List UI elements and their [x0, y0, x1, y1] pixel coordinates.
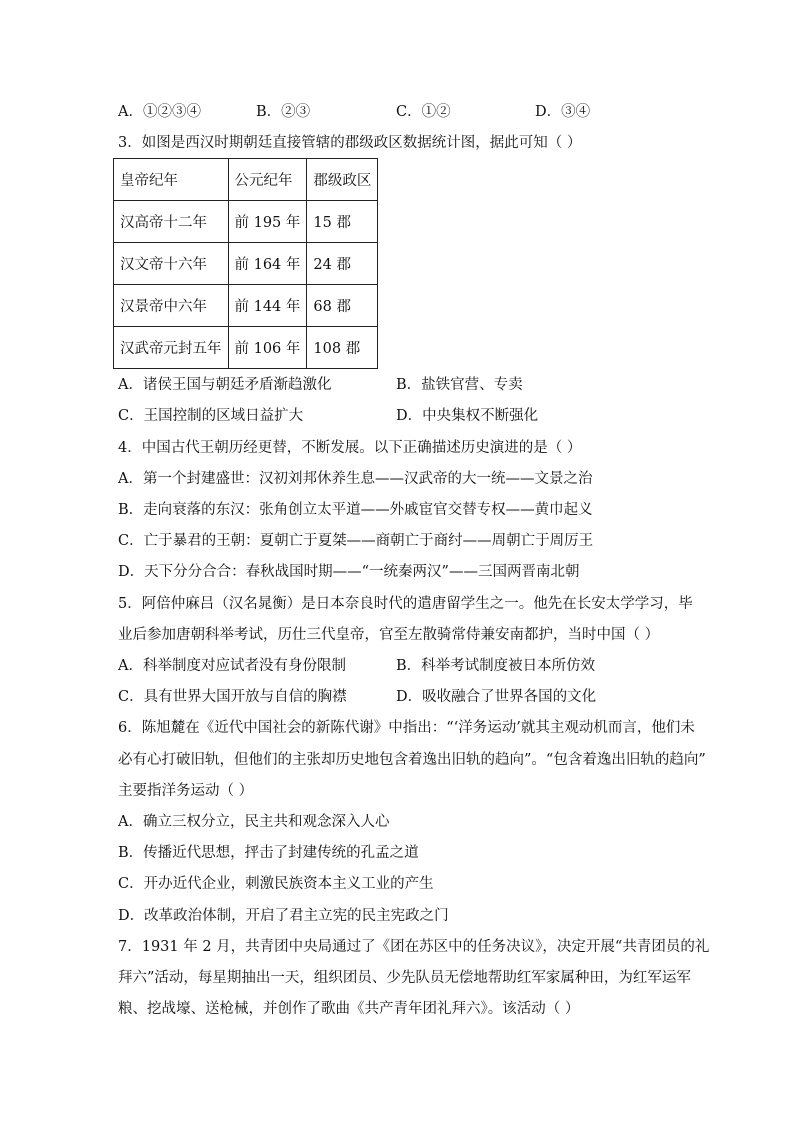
q6-stem-line-1: 6．陈旭麓在《近代中国社会的新陈代谢》中指出：“‘洋务运动’就其主观动机而言，他们未 [118, 720, 695, 736]
q7-stem-line-3: 粮、挖战壕、送枪械，并创作了歌曲《共产青年团礼拜六》。该活动（ ） [118, 1001, 580, 1017]
table-cell: 24 郡 [307, 243, 378, 285]
table-row [114, 243, 378, 285]
table-cell: 汉文帝十六年 [114, 243, 229, 285]
q3-stem: 3．如图是西汉时期朝廷直接管辖的郡级政区数据统计图，据此可知（ ） [118, 135, 582, 151]
table-cell: 汉景帝中六年 [114, 285, 229, 327]
q2-option-c: C．①② [396, 104, 451, 120]
q3-option-c: C．王国控制的区域日益扩大 [118, 408, 304, 424]
table-header-cell: 皇帝纪年 [114, 159, 229, 201]
q6-option-c: C．开办近代企业，刺激民族资本主义工业的产生 [118, 876, 434, 892]
q5-option-a: A．科举制度对应试者没有身份限制 [118, 658, 346, 674]
table-cell: 68 郡 [307, 285, 378, 327]
q3-table [113, 158, 378, 369]
q6-option-d: D．改革政治体制，开启了君主立宪的民主宪政之门 [118, 908, 449, 924]
q6-stem-line-2: 必有心打破旧轨，但他们的主张却历史地包含着逸出旧轨的趋向”。“包含着逸出旧轨的趋向” [118, 752, 706, 768]
table-cell: 前 195 年 [228, 201, 307, 243]
table-cell: 汉武帝元封五年 [114, 327, 229, 369]
q6-option-b: B．传播近代思想，抨击了封建传统的孔孟之道 [118, 845, 419, 861]
table-header-cell: 公元纪年 [228, 159, 307, 201]
q5-option-d: D．吸收融合了世界各国的文化 [396, 689, 597, 705]
q2-option-d: D．③④ [535, 104, 591, 120]
table-header-cell: 郡级政区 [307, 159, 378, 201]
q4-option-d: D．天下分分合合：春秋战国时期——“一统秦两汉”——三国两晋南北朝 [118, 564, 580, 580]
q3-option-a: A．诸侯王国与朝廷矛盾渐趋激化 [118, 377, 332, 393]
q4-option-a: A．第一个封建盛世：汉初刘邦休养生息——汉武帝的大一统——文景之治 [118, 471, 593, 487]
table-row [114, 327, 378, 369]
q3-option-d: D．中央集权不断强化 [396, 408, 539, 424]
table-cell: 108 郡 [307, 327, 378, 369]
table-row [114, 201, 378, 243]
q5-option-b: B．科举考试制度被日本所仿效 [396, 658, 596, 674]
table-cell: 前 164 年 [228, 243, 307, 285]
table-cell: 前 106 年 [228, 327, 307, 369]
table-row [114, 285, 378, 327]
q6-stem-line-3: 主要指洋务运动（ ） [118, 783, 254, 799]
table-cell: 前 144 年 [228, 285, 307, 327]
table-header-row [114, 159, 378, 201]
q5-option-c: C．具有世界大国开放与自信的胸襟 [118, 689, 347, 705]
q4-option-b: B．走向衰落的东汉：张角创立太平道——外戚宦官交替专权——黄巾起义 [118, 502, 593, 518]
q4-option-c: C．亡于暴君的王朝：夏朝亡于夏桀——商朝亡于商纣——周朝亡于周厉王 [118, 533, 594, 549]
table-cell: 汉高帝十二年 [114, 201, 229, 243]
q5-stem-line-1: 5．阿倍仲麻吕（汉名晁衡）是日本奈良时代的遣唐留学生之一。他先在长安太学学习，毕 [118, 596, 693, 612]
q7-stem-line-2: 拜六”活动，每星期抽出一天，组织团员、少先队员无偿地帮助红军家属种田，为红军运军 [118, 970, 691, 986]
q5-stem-line-2: 业后参加唐朝科举考试，历仕三代皇帝，官至左散骑常侍兼安南都护，当时中国（ ） [118, 627, 660, 643]
q2-option-b: B．②③ [256, 104, 311, 120]
q7-stem-line-1: 7．1931 年 2 月，共青团中央局通过了《团在苏区中的任务决议》，决定开展“共青团员的礼 [118, 939, 710, 955]
table-cell: 15 郡 [307, 201, 378, 243]
q2-option-a: A．①②③④ [118, 104, 201, 120]
q4-stem: 4．中国古代王朝历经更替，不断发展。以下正确描述历史演进的是（ ） [118, 440, 582, 456]
q6-option-a: A．确立三权分立，民主共和观念深入人心 [118, 814, 390, 830]
q3-option-b: B．盐铁官营、专卖 [396, 377, 523, 393]
